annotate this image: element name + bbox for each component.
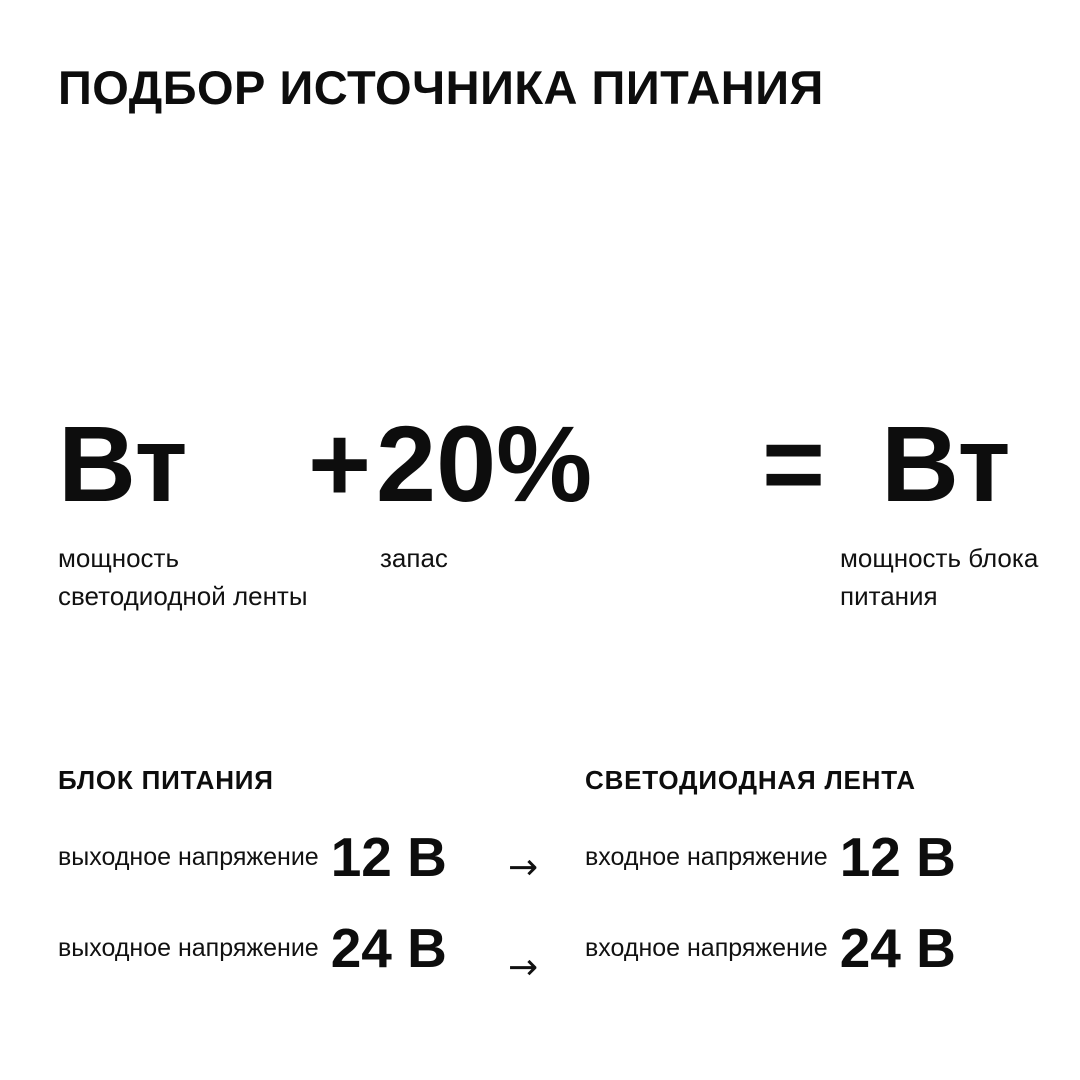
column-led-strip	[585, 765, 956, 1012]
voltage-label: входное напряжение	[585, 933, 828, 962]
voltage-value: 24 В	[330, 917, 447, 979]
page-title: ПОДБОР ИСТОЧНИКА ПИТАНИЯ	[58, 61, 824, 114]
power-formula	[58, 403, 1022, 530]
formula-caption-middle: запас	[380, 543, 448, 573]
voltage-label: выходное напряжение	[58, 933, 319, 962]
column-heading-power-supply: БЛОК ПИТАНИЯ	[58, 765, 274, 795]
formula-caption-right: мощность блока питания	[840, 543, 1039, 611]
formula-term-watt-right: Вт	[881, 403, 1011, 524]
voltage-value: 24 В	[839, 917, 956, 979]
formula-term-watt-left: Вт	[58, 403, 188, 524]
formula-caption-left: мощность светодиодной ленты	[58, 543, 308, 611]
arrow-right-icon: →	[508, 847, 539, 888]
voltage-row	[58, 917, 447, 979]
voltage-row	[585, 826, 956, 888]
formula-operator-plus: +	[308, 403, 372, 524]
formula-operator-equals: =	[762, 403, 826, 524]
voltage-value: 12 В	[330, 826, 447, 888]
voltage-label: входное напряжение	[585, 842, 828, 871]
arrow-right-icon: →	[508, 947, 539, 988]
column-heading-led-strip: СВЕТОДИОДНАЯ ЛЕНТА	[585, 765, 916, 795]
column-power-supply	[58, 765, 447, 1012]
voltage-row	[585, 917, 956, 979]
formula-term-percent: 20%	[376, 403, 593, 524]
voltage-row	[58, 826, 447, 888]
voltage-label: выходное напряжение	[58, 842, 319, 871]
voltage-value: 12 В	[839, 826, 956, 888]
